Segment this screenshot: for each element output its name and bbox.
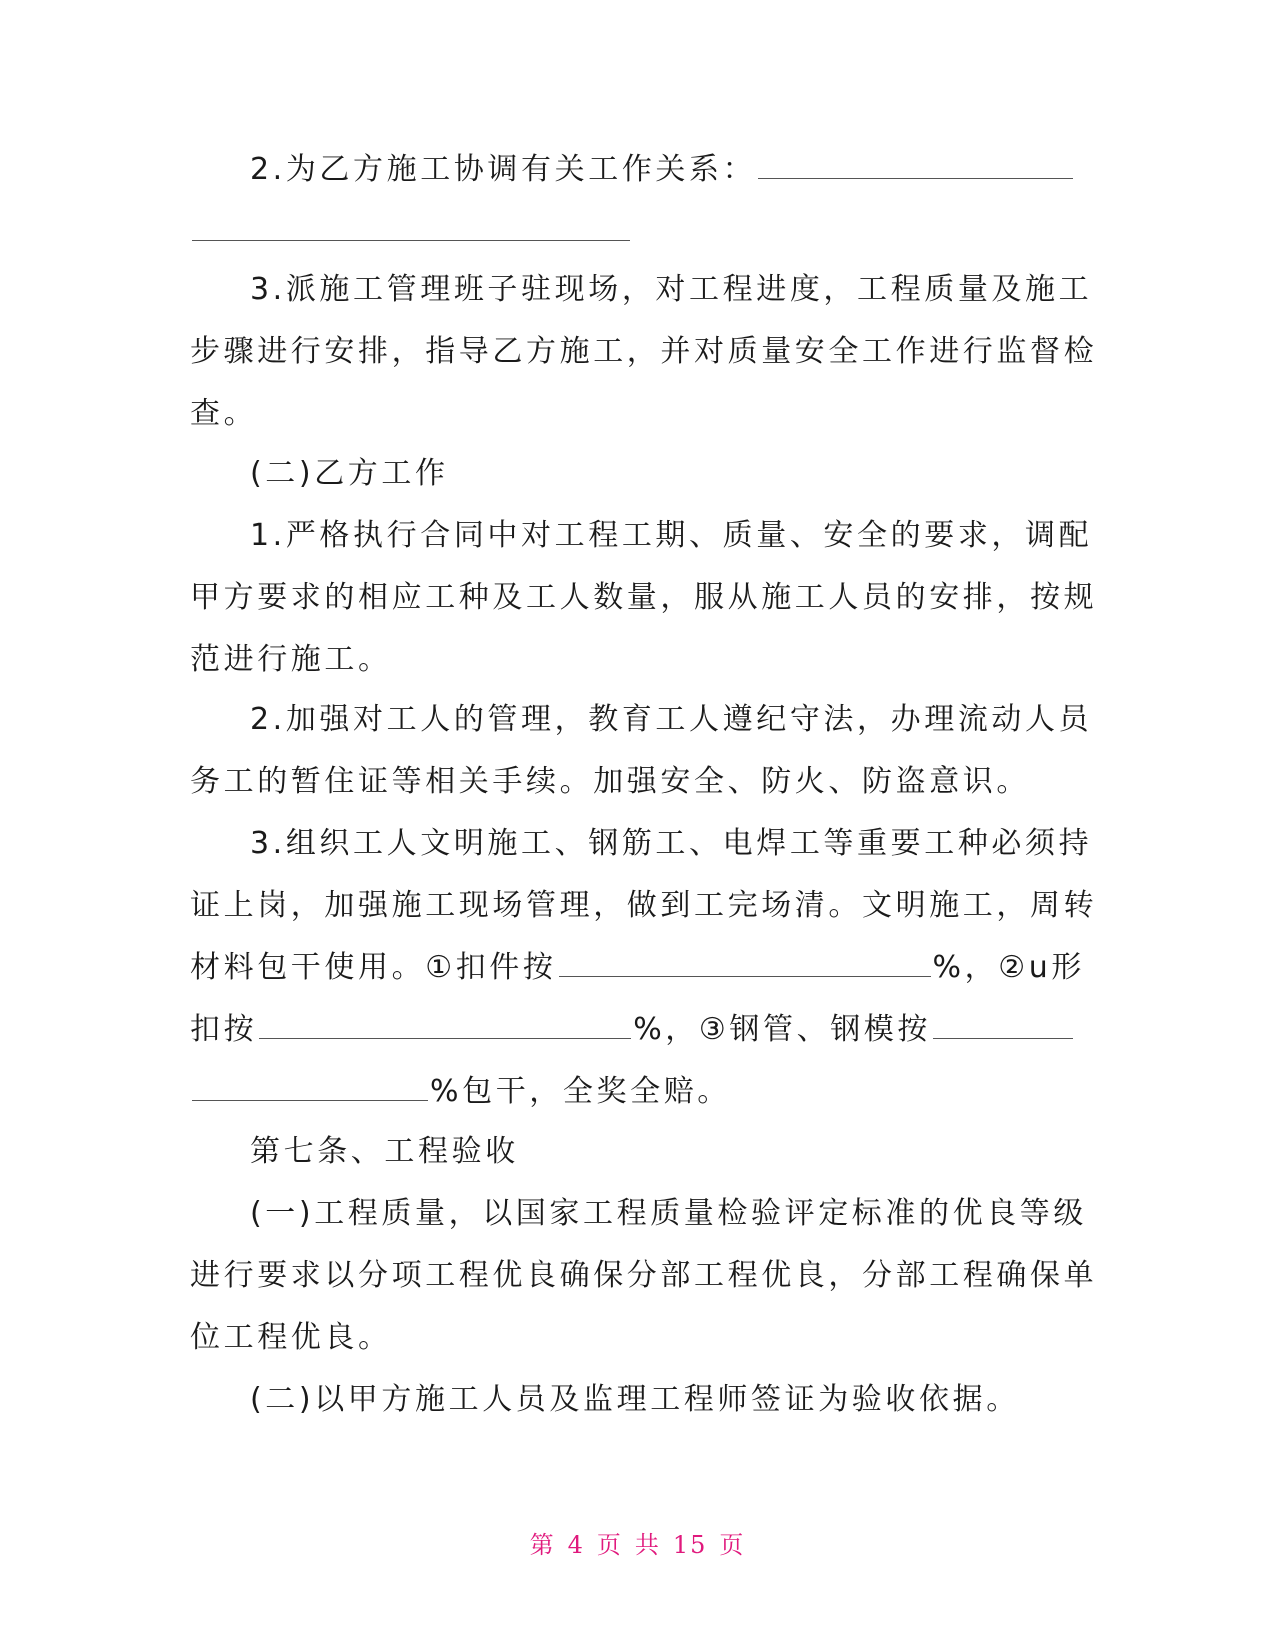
fill-blank (559, 950, 931, 977)
article-heading: 第七条、工程验收 (250, 1134, 519, 1169)
paragraph-line: 3.派施工管理班子驻现场，对工程进度，工程质量及施工 (250, 272, 1093, 307)
line-text: %包干，全奖全赔。 (430, 1074, 731, 1109)
paragraph-line: 3.组织工人文明施工、钢筋工、电焊工等重要工种必须持 (250, 826, 1093, 861)
paragraph-line (190, 212, 632, 252)
paragraph-line: 务工的暂住证等相关手续。加强安全、防火、防盗意识。 (190, 764, 1030, 799)
paragraph-line: 位工程优良。 (190, 1320, 392, 1355)
footer-total-label: 共 (634, 1531, 661, 1559)
fill-blank (259, 1012, 631, 1039)
paragraph-line: 甲方要求的相应工种及工人数量，服从施工人员的安排，按规 (190, 580, 1098, 615)
paragraph-line (190, 1072, 731, 1112)
line-text: 材料包干使用。①扣件按 (190, 950, 557, 985)
paragraph-line: 2.加强对工人的管理，教育工人遵纪守法，办理流动人员 (250, 702, 1093, 737)
fill-blank (933, 1012, 1073, 1039)
footer-current-page: 4 (567, 1531, 585, 1559)
line-text: 扣按 (190, 1012, 258, 1047)
paragraph-line: (一)工程质量，以国家工程质量检验评定标准的优良等级 (250, 1196, 1088, 1231)
paragraph-line (190, 1010, 1075, 1050)
section-heading: (二)乙方工作 (250, 456, 449, 491)
paragraph-line: 证上岗，加强施工现场管理，做到工完场清。文明施工，周转 (190, 888, 1098, 923)
fill-blank (192, 214, 630, 241)
line-text: %，③钢管、钢模按 (633, 1012, 932, 1047)
line-text: %，②u形 (932, 950, 1085, 985)
page-footer (0, 1525, 1275, 1560)
paragraph-line: 进行要求以分项工程优良确保分部工程优良，分部工程确保单 (190, 1258, 1098, 1293)
footer-suffix: 页 (719, 1531, 746, 1559)
fill-blank (758, 152, 1073, 179)
footer-page-word: 页 (596, 1531, 623, 1559)
paragraph-line: 步骤进行安排，指导乙方施工，并对质量安全工作进行监督检 (190, 334, 1098, 369)
footer-prefix: 第 (529, 1531, 556, 1559)
paragraph-line (190, 948, 1085, 988)
paragraph-line: (二)以甲方施工人员及监理工程师签证为验收依据。 (250, 1382, 1020, 1417)
paragraph-line: 范进行施工。 (190, 642, 392, 677)
footer-total-pages: 15 (672, 1531, 708, 1559)
paragraph-line (250, 150, 1075, 190)
paragraph-line: 1.严格执行合同中对工程工期、质量、安全的要求，调配 (250, 518, 1093, 553)
line-text: 2.为乙方施工协调有关工作关系： (250, 152, 757, 187)
fill-blank (192, 1074, 428, 1101)
paragraph-line: 查。 (190, 396, 258, 431)
